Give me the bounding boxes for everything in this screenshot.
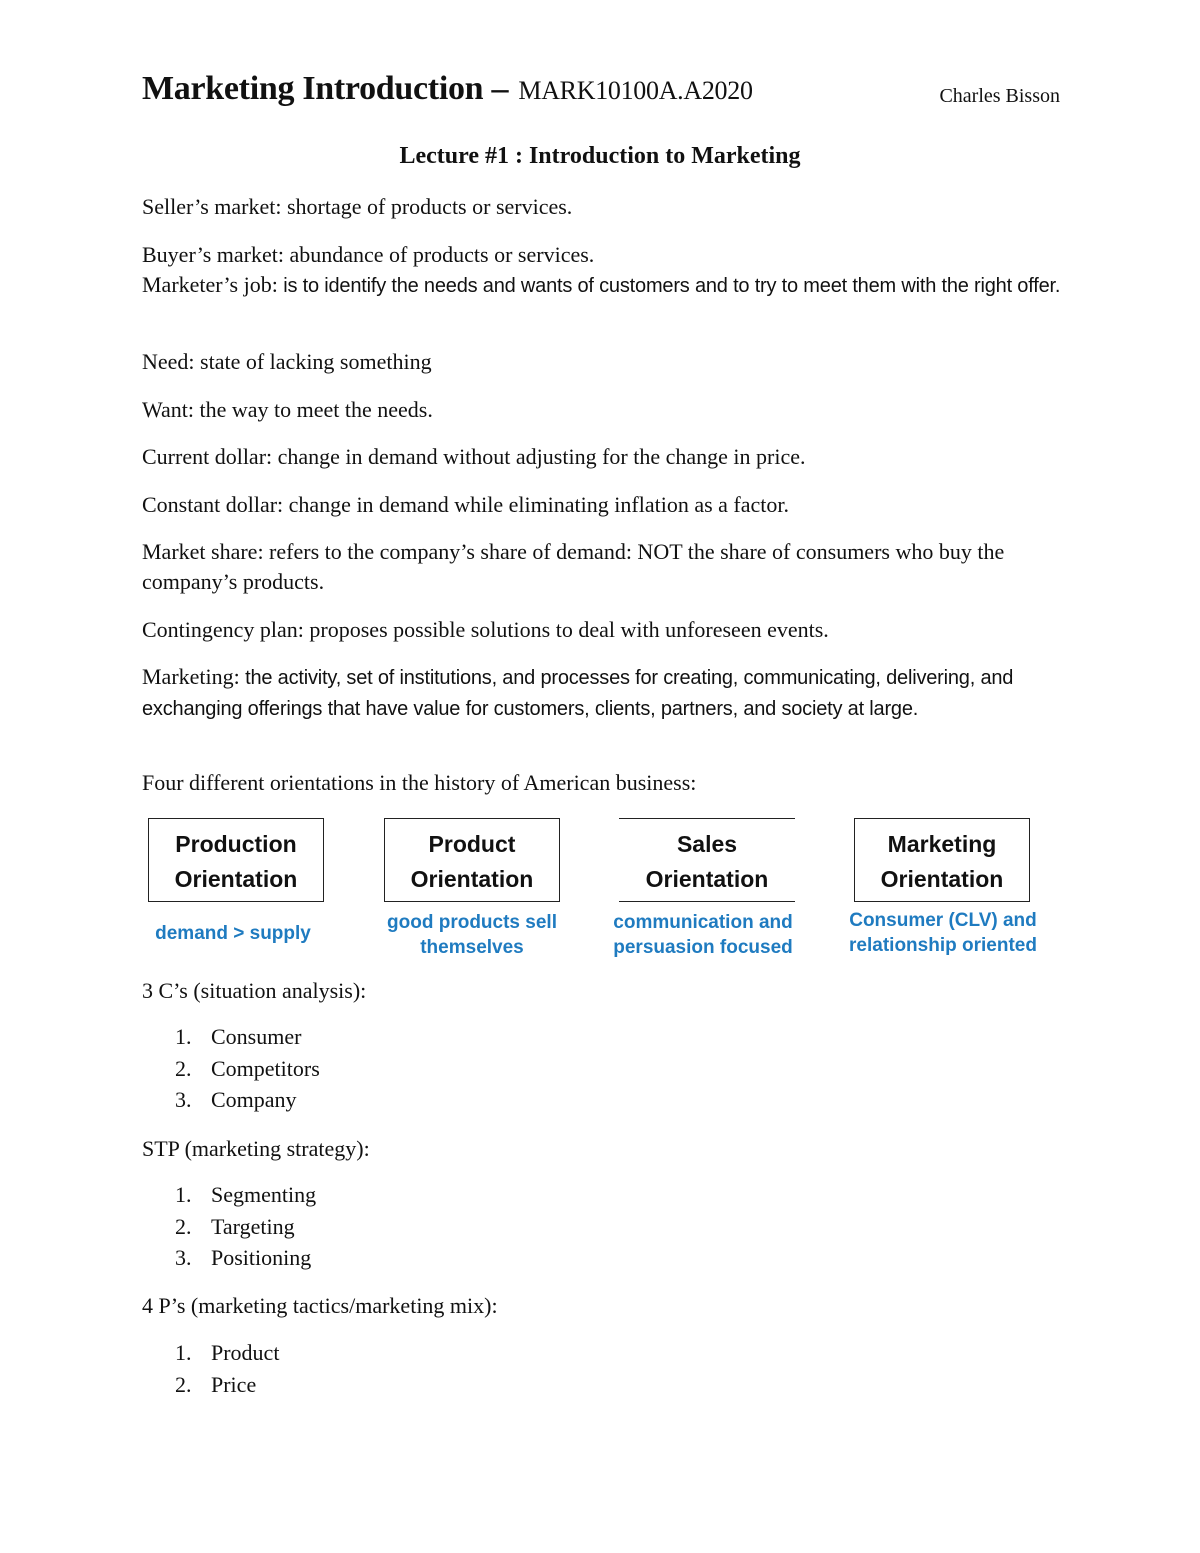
orientation-label: Marketing — [887, 831, 997, 857]
desc-line: communication and — [613, 912, 793, 933]
stp-heading: STP (marketing strategy): — [142, 1136, 370, 1161]
desc-line: persuasion focused — [613, 937, 793, 958]
definition-marketing — [142, 662, 1062, 724]
list-number: 3. — [175, 1245, 192, 1270]
orientation-product-desc — [357, 910, 587, 960]
list-item — [175, 1211, 316, 1243]
text-marketers-job: is to identify the needs and wants of customers and to try to meet them with the right offer. — [277, 275, 1061, 297]
orientation-sales-desc — [588, 910, 818, 960]
list-text: Product — [211, 1340, 280, 1365]
definition-contingency-plan: Contingency plan: proposes possible solutions to deal with unforeseen events. — [142, 617, 829, 642]
definition-buyers-market: Buyer’s market: abundance of products or services. — [142, 242, 595, 267]
list-number: 2. — [175, 1213, 192, 1239]
three-cs-list — [175, 1021, 320, 1116]
list-item — [175, 1337, 279, 1369]
orientation-label: Product — [428, 831, 516, 857]
lecture-title: Lecture #1 : Introduction to Marketing — [399, 143, 801, 169]
orientation-label: Orientation — [174, 866, 298, 892]
desc-line: relationship oriented — [849, 935, 1037, 956]
list-number: 3. — [175, 1087, 192, 1112]
text-marketing: the activity, set of institutions, and processes for creating, communicating, delivering, and exchanging offerings that have value for customers, clients, partners, and society at large. — [142, 667, 1014, 720]
list-number: 2. — [175, 1371, 192, 1397]
list-item — [175, 1242, 316, 1274]
orientation-sales-box — [619, 818, 795, 902]
desc-line: demand > supply — [155, 923, 311, 944]
definition-market-share: Market share: refers to the company’s share of demand: NOT the share of consumers who buy the company’s products. — [142, 539, 1005, 594]
four-ps-heading: 4 P’s (marketing tactics/marketing mix): — [142, 1293, 498, 1318]
term-marketing: Marketing: — [142, 664, 240, 689]
title-text: Marketing Introduction – — [142, 70, 517, 107]
list-item — [175, 1084, 320, 1116]
orientation-label: Sales — [676, 831, 738, 857]
list-text: Segmenting — [211, 1182, 317, 1207]
course-code: MARK10100A.A2020 — [518, 76, 753, 105]
definition-want: Want: the way to meet the needs. — [142, 397, 433, 422]
list-number: 1. — [175, 1340, 192, 1365]
orientation-label: Orientation — [645, 866, 769, 892]
list-number: 1. — [175, 1182, 192, 1207]
orientation-marketing-box — [854, 818, 1030, 902]
list-item — [175, 1021, 320, 1053]
list-number: 1. — [175, 1024, 192, 1049]
orientations-heading: Four different orientations in the history of American business: — [142, 770, 697, 795]
list-text: Targeting — [211, 1213, 295, 1239]
desc-line: themselves — [420, 937, 524, 958]
list-text: Consumer — [211, 1024, 302, 1049]
definition-marketers-job — [142, 270, 1062, 301]
orientation-label: Orientation — [410, 866, 534, 892]
list-text: Positioning — [211, 1245, 312, 1270]
orientation-label: Orientation — [880, 866, 1004, 892]
definition-current-dollar: Current dollar: change in demand without adjusting for the change in price. — [142, 444, 806, 469]
orientation-label: Production — [175, 831, 297, 857]
list-item — [175, 1369, 279, 1401]
desc-line: Consumer (CLV) and — [849, 910, 1037, 931]
four-ps-list — [175, 1337, 279, 1400]
author-name: Charles Bisson — [939, 85, 1060, 107]
three-cs-heading: 3 C’s (situation analysis): — [142, 978, 367, 1003]
list-number: 2. — [175, 1055, 192, 1081]
orientation-marketing-desc — [828, 908, 1058, 958]
stp-list — [175, 1179, 316, 1274]
orientation-production-desc — [118, 921, 348, 946]
list-text: Competitors — [211, 1055, 320, 1081]
orientation-production-box — [148, 818, 324, 902]
term-marketers-job: Marketer’s job: — [142, 272, 278, 297]
list-item — [175, 1179, 316, 1211]
desc-line: good products sell — [387, 912, 557, 933]
orientation-product-box — [384, 818, 560, 902]
list-text: Price — [211, 1371, 257, 1397]
definition-sellers-market: Seller’s market: shortage of products or services. — [142, 194, 573, 219]
list-item — [175, 1053, 320, 1085]
definition-need: Need: state of lacking something — [142, 349, 432, 374]
definition-constant-dollar: Constant dollar: change in demand while eliminating inflation as a factor. — [142, 492, 789, 517]
page-header — [142, 70, 1060, 118]
list-text: Company — [211, 1087, 297, 1112]
document-title — [142, 70, 753, 108]
